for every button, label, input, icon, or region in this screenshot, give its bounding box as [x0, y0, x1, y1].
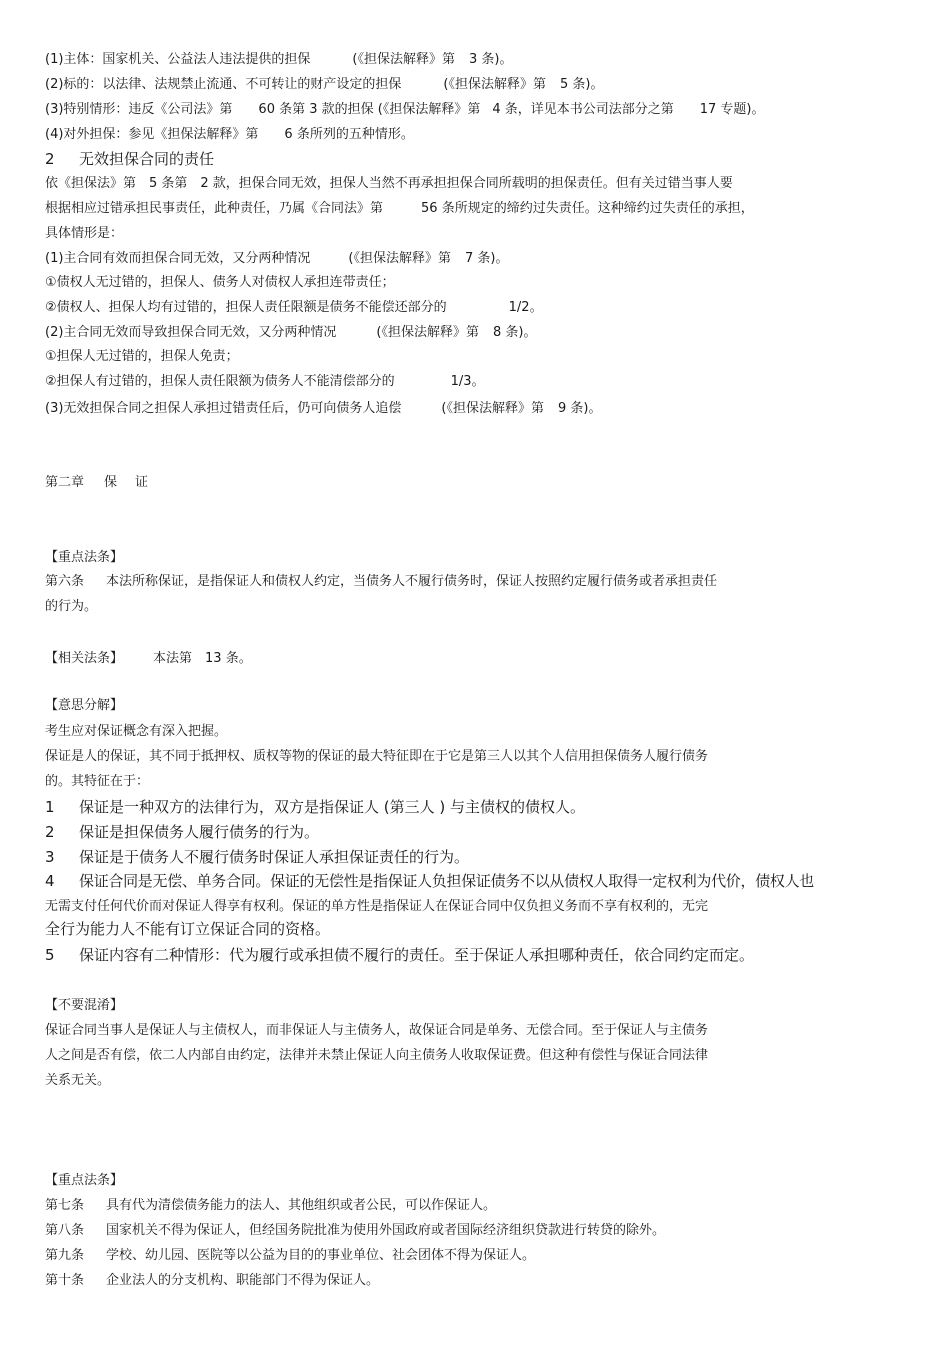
text-line: 保证合同当事人是保证人与主债权人，而非保证人与主债务人，故保证合同是单务、无偿合同。至于保证人与主债务 — [45, 1023, 709, 1038]
list-item: 1 保证是一种双方的法律行为，双方是指保证人 (第三人 ) 与主债权的债权人。 — [45, 798, 586, 816]
text-line: ①债权人无过错的，担保人、债务人对债权人承担连带责任； — [45, 275, 395, 290]
list-item: 2 保证是担保债务人履行债务的行为。 — [45, 823, 320, 841]
text-line: 【相关法条】 本法第 13 条。 — [45, 651, 252, 666]
text-line: (1)主合同有效而担保合同无效，又分两种情况 (《担保法解释》第 7 条)。 — [45, 251, 509, 266]
text-line: 关系无关。 — [45, 1073, 111, 1088]
text-line: 全行为能力人不能有订立保证合同的资格。 — [45, 920, 331, 938]
section-label: 【不要混淆】 — [45, 998, 124, 1013]
text-line: 第十条 企业法人的分支机构、职能部门不得为保证人。 — [45, 1273, 380, 1288]
text-line: (3)特别情形：违反《公司法》第 60 条第 3 款的担保 (《担保法解释》第 4 条，详见本书公司法部分之第 17 专题)。 — [45, 102, 765, 117]
section-label: 【重点法条】 — [45, 1173, 124, 1188]
text-line: 考生应对保证概念有深入把握。 — [45, 724, 228, 739]
text-line: 无需支付任何代价而对保证人得享有权利。保证的单方性是指保证人在保证合同中仅负担义务而不享有权利的，无完 — [45, 899, 709, 914]
text-line: 根据相应过错承担民事责任，此种责任，乃属《合同法》第 56 条所规定的缔约过失责任。这种缔约过失责任的承担， — [45, 201, 754, 216]
text-line: 的行为。 — [45, 599, 98, 614]
list-item: 5 保证内容有二种情形：代为履行或承担债不履行的责任。至于保证人承担哪种责任，依合同约定而定。 — [45, 946, 755, 964]
text-line: 第九条 学校、幼儿园、医院等以公益为目的的事业单位、社会团体不得为保证人。 — [45, 1248, 536, 1263]
text-line: 具体情形是： — [45, 226, 124, 241]
chapter-title: 第二章 保 证 — [45, 475, 149, 490]
text-line: ②担保人有过错的，担保人责任限额为债务人不能清偿部分的 1/3。 — [45, 374, 485, 389]
section-label: 【意思分解】 — [45, 698, 124, 713]
text-line: 保证是人的保证，其不同于抵押权、质权等物的保证的最大特征即在于它是第三人以其个人信用担保债务人履行债务 — [45, 749, 709, 764]
text-line: 第六条 本法所称保证，是指保证人和债权人约定，当债务人不履行债务时，保证人按照约定履行债务或者承担责任 — [45, 574, 718, 589]
text-line: ①担保人无过错的，担保人免责； — [45, 349, 239, 364]
section-heading: 2 无效担保合同的责任 — [45, 150, 215, 168]
text-line: 第八条 国家机关不得为保证人，但经国务院批准为使用外国政府或者国际经济组织贷款进行转贷的除外。 — [45, 1223, 666, 1238]
text-line: (2)主合同无效而导致担保合同无效，又分两种情况 (《担保法解释》第 8 条)。 — [45, 325, 537, 340]
text-line: 第七条 具有代为清偿债务能力的法人、其他组织或者公民，可以作保证人。 — [45, 1198, 497, 1213]
text-line: (3)无效担保合同之担保人承担过错责任后，仍可向债务人追偿 (《担保法解释》第 9 条)。 — [45, 401, 602, 416]
text-line: 依《担保法》第 5 条第 2 款，担保合同无效，担保人当然不再承担担保合同所载明的担保责任。但有关过错当事人要 — [45, 176, 733, 191]
text-line: 的。其特征在于： — [45, 774, 150, 789]
text-line: (1)主体：国家机关、公益法人违法提供的担保 (《担保法解释》第 3 条)。 — [45, 52, 513, 67]
text-line: (4)对外担保：参见《担保法解释》第 6 条所列的五种情形。 — [45, 127, 414, 142]
text-line: ②债权人、担保人均有过错的，担保人责任限额是债务不能偿还部分的 1/2。 — [45, 300, 543, 315]
list-item: 3 保证是于债务人不履行债务时保证人承担保证责任的行为。 — [45, 848, 470, 866]
section-label: 【重点法条】 — [45, 550, 124, 565]
text-line: 人之间是否有偿，依二人内部自由约定，法律并未禁止保证人向主债务人收取保证费。但这种有偿性与保证合同法律 — [45, 1048, 709, 1063]
list-item: 4 保证合同是无偿、单务合同。保证的无偿性是指保证人负担保证债务不以从债权人取得一定权利为代价，债权人也 — [45, 872, 815, 890]
text-line: (2)标的：以法律、法规禁止流通、不可转让的财产设定的担保 (《担保法解释》第 5 条)。 — [45, 77, 604, 92]
